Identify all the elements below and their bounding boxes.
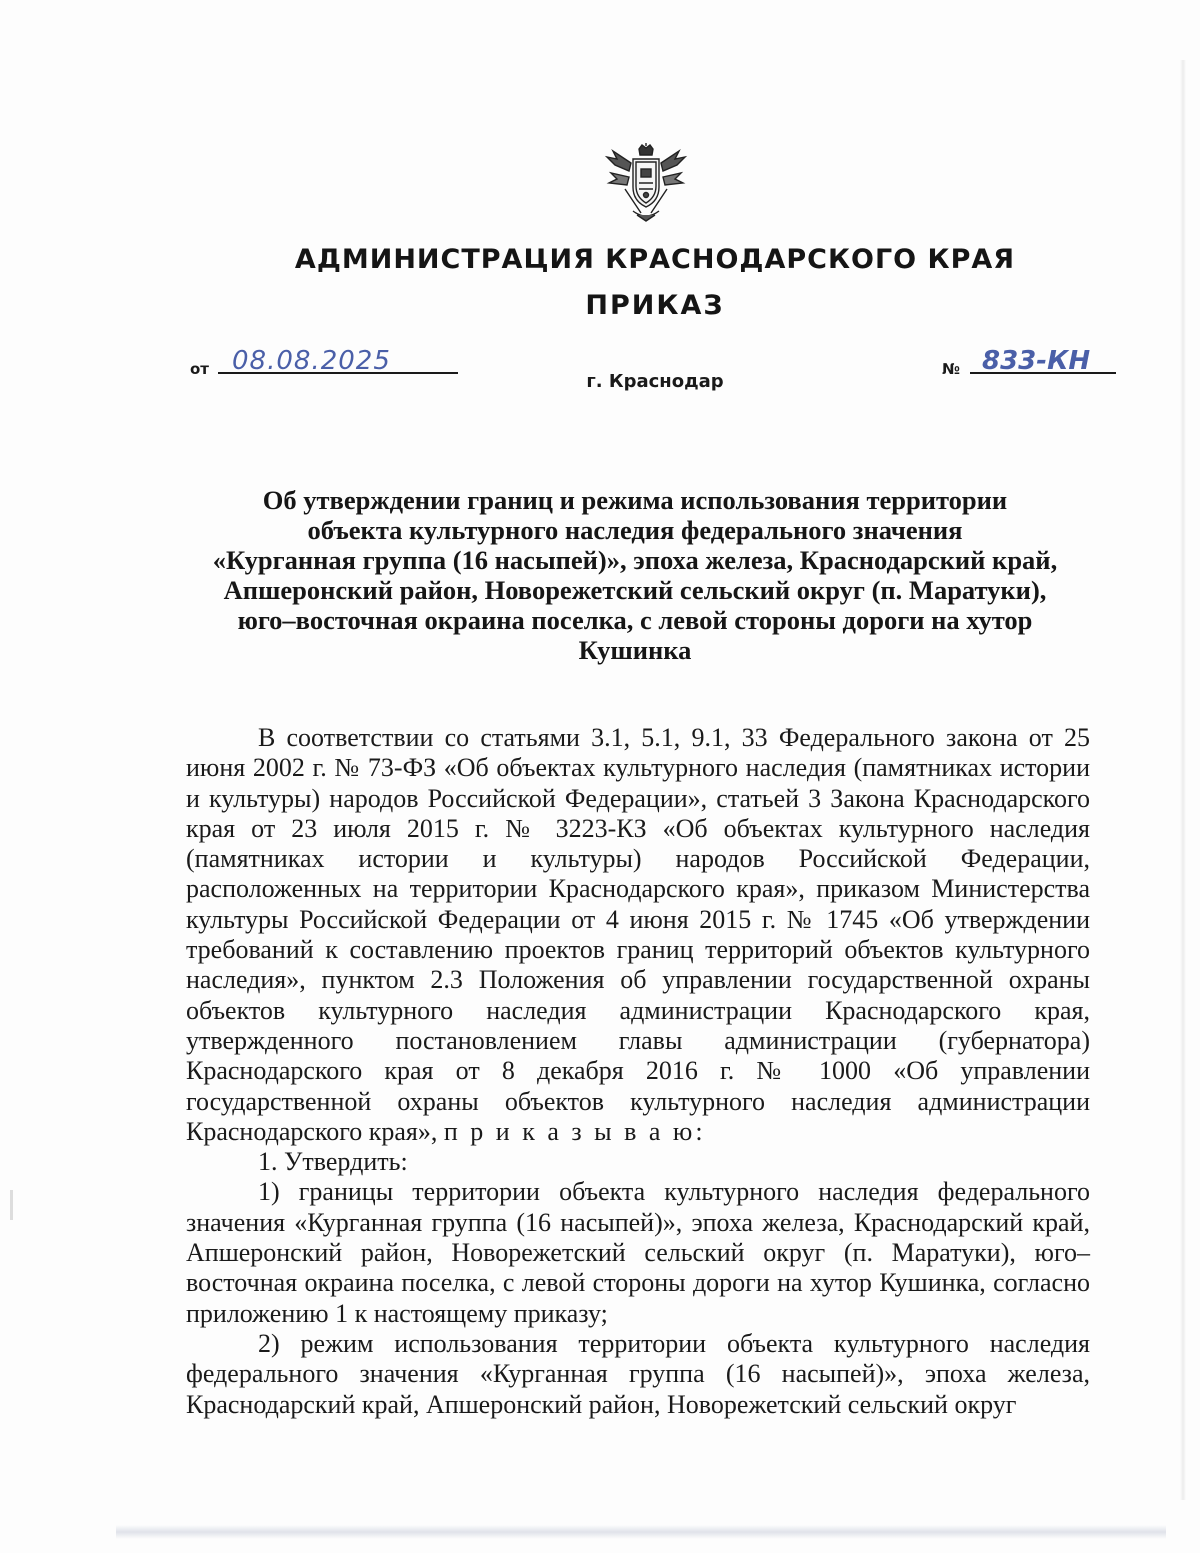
number-handwritten-value: 833-КН <box>982 346 1091 376</box>
title-line: Апшеронский район, Новорежетский сельский округ (п. Маратуки), <box>223 575 1047 605</box>
body-paragraph: 1. Утвердить: <box>258 1147 408 1177</box>
title-line: Об утверждении границ и режима использования территории <box>262 485 1008 515</box>
body-paragraph: 1) границы территории объекта культурного наследия федерального значения «Курганная группа (16 насыпей)», эпоха железа, Краснодарский край, Апшеронский район, Новорежетский сельский округ (п. Маратуки), юго–восточная окраина поселка, с левой стороны дороги на хутор Кушинка, согласно приложению 1 к настоящему приказу; <box>186 1177 1090 1328</box>
coat-of-arms-icon <box>603 143 689 223</box>
preamble-text: В соответствии со статьями 3.1, 5.1, 9.1, 33 Федерального закона от 25 июня 2002 г. № 73-ФЗ «Об объектах культурного наследия (памятниках истории и культуры) народов Российской Федерации», статьей 3 Закона Краснодарского края от 23 июля 2015 г. № 3223-КЗ «Об объектах культурного наследия (памятниках истории и культуры) народов Российской Федерации, расположенных на территории Краснодарского края», приказом Министерства культуры Российской Федерации от 4 июня 2015 г. № 1745 «Об утверждении требований к составлению проектов границ территорий объектов культурного наследия», пунктом 2.3 Положения об управлении государственной охраны объектов культурного наследия администрации Краснодарского края, утвержденного постановлением главы администрации (губернатора) Краснодарского края от 8 декабря 2016 г. № 1000 «Об управлении государственной охраны объектов культурного наследия администрации Краснодарского края», <box>186 723 1090 1146</box>
title-line: «Курганная группа (16 насыпей)», эпоха железа, Краснодарский край, <box>212 545 1058 575</box>
scan-artifact <box>116 1525 1166 1539</box>
title-line: объекта культурного наследия федерального значения <box>307 515 963 545</box>
document-body <box>186 723 1090 1420</box>
order-word: п р и к а з ы в а ю: <box>443 1116 706 1146</box>
document-type: ПРИКАЗ <box>585 290 725 321</box>
title-line: Кушинка <box>578 635 692 665</box>
organization-title: АДМИНИСТРАЦИЯ КРАСНОДАРСКОГО КРАЯ <box>294 244 1016 275</box>
scan-edge-artifact <box>1180 60 1186 1500</box>
body-paragraph <box>186 723 1090 1147</box>
scan-edge-artifact <box>10 1190 13 1220</box>
date-label: от <box>190 360 209 378</box>
document-title <box>170 485 1100 665</box>
body-paragraph: 2) режим использования территории объекта культурного наследия федерального значения «Курганная группа (16 насыпей)», эпоха железа, Краснодарский край, Апшеронский район, Новорежетский сельский округ <box>186 1328 1090 1419</box>
date-handwritten-value: 08.08.2025 <box>232 346 391 376</box>
city-label: г. Краснодар <box>586 371 724 392</box>
title-line: юго–восточная окраина поселка, с левой стороны дороги на хутор <box>237 605 1033 635</box>
number-label: № <box>942 360 961 378</box>
